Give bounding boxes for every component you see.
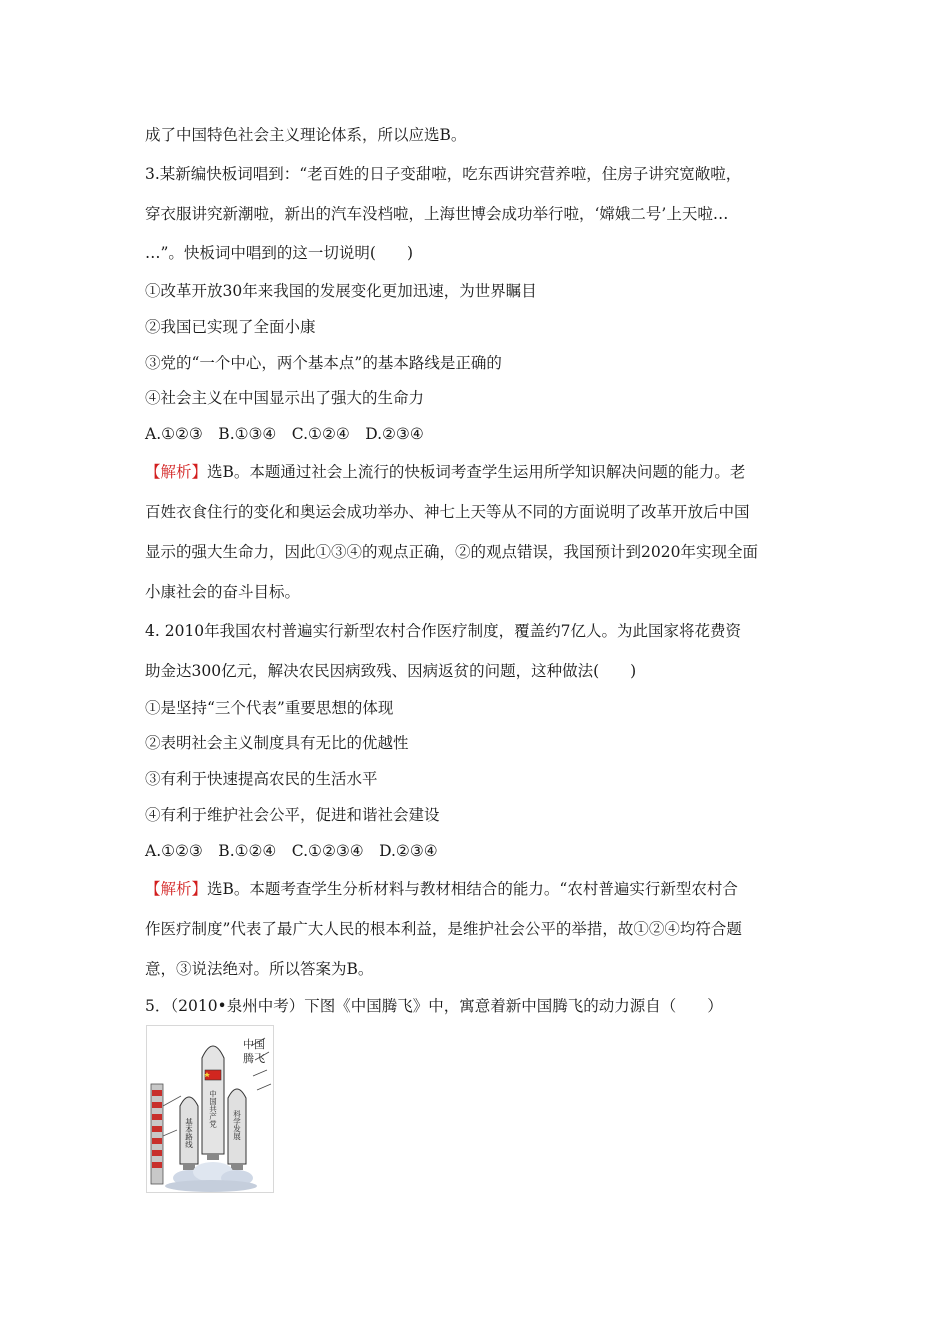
q3-line-1: 3.某新编快板词唱到：“老百姓的日子变甜啦，吃东西讲究营养啦，住房子讲究宽敞啦，	[145, 165, 742, 183]
analysis-tag: 【解析】	[145, 880, 208, 898]
cartoon-title-1: 中国	[243, 1038, 265, 1051]
label-scientific-development: 科学发展	[232, 1110, 242, 1140]
q3-line-3: …”。快板词中唱到的这一切说明( )	[145, 244, 414, 262]
line-1: 成了中国特色社会主义理论体系，所以应选B。	[145, 126, 467, 144]
q3-line-2: 穿衣服讲究新潮啦，新出的汽车没档啦，上海世博会成功举行啦，‘嫦娥二号’上天啦…	[145, 205, 729, 223]
q3-option-3: ③党的“一个中心，两个基本点”的基本路线是正确的	[145, 354, 502, 372]
q3-analysis-3: 显示的强大生命力，因此①③④的观点正确，②的观点错误，我国预计到2020年实现全面	[145, 543, 758, 561]
q4-option-3: ③有利于快速提高农民的生活水平	[145, 770, 378, 788]
q4-option-4: ④有利于维护社会公平，促进和谐社会建设	[145, 806, 440, 824]
q4-analysis-2: 作医疗制度”代表了最广大人民的根本利益，是维护社会公平的举措，故①②④均符合题	[145, 920, 742, 938]
cartoon-illustration	[147, 1026, 273, 1192]
label-basic-line: 基本路线	[184, 1118, 194, 1148]
q4-line-2: 助金达300亿元，解决农民因病致残、因病返贫的问题，这种做法( )	[145, 662, 637, 680]
q4-choices: A.①②③ B.①②④ C.①②③④ D.②③④	[145, 842, 438, 860]
china-takeoff-cartoon	[146, 1025, 274, 1193]
q3-analysis-1: 【解析】选B。本题通过社会上流行的快板词考查学生运用所学知识解决问题的能力。老	[145, 463, 746, 481]
q4-option-1: ①是坚持“三个代表”重要思想的体现	[145, 699, 394, 717]
q3-option-1: ①改革开放30年来我国的发展变化更加迅速，为世界瞩目	[145, 282, 537, 300]
q3-option-4: ④社会主义在中国显示出了强大的生命力	[145, 389, 425, 407]
q4-line-1: 4. 2010年我国农村普遍实行新型农村合作医疗制度，覆盖约7亿人。为此国家将花费资	[145, 622, 742, 640]
q4-option-2: ②表明社会主义制度具有无比的优越性	[145, 734, 409, 752]
q3-analysis-4: 小康社会的奋斗目标。	[145, 583, 301, 601]
q4-analysis-3: 意，③说法绝对。所以答案为B。	[145, 960, 374, 978]
q3-choices: A.①②③ B.①③④ C.①②④ D.②③④	[145, 425, 424, 443]
cartoon-title-2: 腾飞	[243, 1052, 265, 1065]
analysis-tag: 【解析】	[145, 463, 208, 481]
q5-line-1: 5．（2010•泉州中考）下图《中国腾飞》中，寓意着新中国腾飞的动力源自（ ）	[145, 997, 723, 1015]
q4-analysis-1: 【解析】选B。本题考查学生分析材料与教材相结合的能力。“农村普遍实行新型农村合	[145, 880, 738, 898]
q3-analysis-2: 百姓衣食住行的变化和奥运会成功举办、神七上天等从不同的方面说明了改革开放后中国	[145, 503, 750, 521]
q3-option-2: ②我国已实现了全面小康	[145, 318, 316, 336]
label-communist-party: 中国共产党	[208, 1090, 218, 1128]
